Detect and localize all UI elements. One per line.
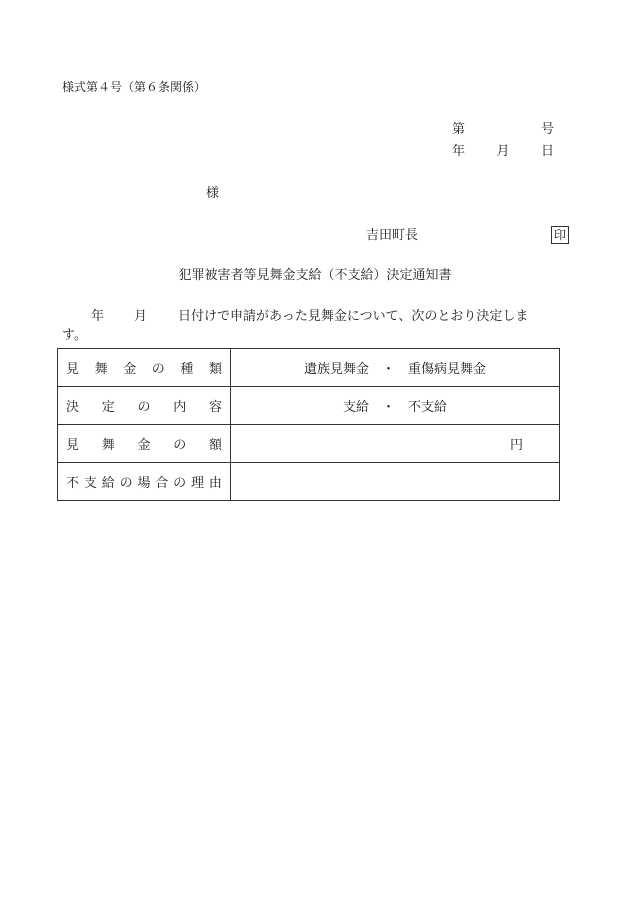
row-value: 支給 ・ 不支給 (342, 400, 447, 415)
number-suffix: 号 (540, 122, 554, 137)
row-label (66, 434, 222, 453)
label-char: 金 (123, 362, 137, 377)
row-label-cell (58, 349, 231, 387)
label-char: 金 (137, 438, 151, 453)
label-char: の (119, 476, 133, 491)
label-char: 定 (101, 400, 115, 415)
number-prefix: 第 (452, 122, 466, 137)
row-label (66, 472, 222, 491)
body-text-line-2: す。 (62, 328, 87, 343)
row-value-cell (231, 425, 560, 463)
table-row (58, 425, 560, 463)
label-char: 由 (208, 476, 222, 491)
body-rest: 日付けで申請があった見舞金について、次のとおり決定しま (178, 309, 529, 324)
row-label (66, 358, 222, 377)
label-char: の (173, 476, 187, 491)
date-year: 年 (452, 144, 466, 159)
body-month: 月 (134, 309, 148, 324)
label-char: 決 (66, 400, 80, 415)
label-char: 場 (137, 476, 151, 491)
body-year: 年 (91, 309, 105, 324)
label-char: 見 (66, 438, 80, 453)
issue-date-line (452, 144, 554, 160)
label-char: の (151, 362, 165, 377)
label-char: 不 (66, 476, 80, 491)
addressee-suffix: 様 (206, 186, 220, 201)
table-row (58, 387, 560, 425)
seal-box: 印 (551, 226, 569, 244)
row-value-cell (231, 349, 560, 387)
row-value-cell (231, 463, 560, 501)
row-value: 円 (509, 438, 523, 453)
row-label (66, 396, 222, 415)
table-row (58, 349, 560, 387)
label-char: 理 (191, 476, 205, 491)
label-char: 内 (173, 400, 187, 415)
row-label-cell (58, 425, 231, 463)
date-day: 日 (540, 144, 554, 159)
label-char: 合 (155, 476, 169, 491)
label-char: の (137, 400, 151, 415)
label-char: 額 (208, 438, 222, 453)
document-title: 犯罪被害者等見舞金支給（不支給）決定通知書 (178, 268, 452, 283)
label-char: 見 (66, 362, 80, 377)
label-char: 舞 (94, 362, 108, 377)
table-row (58, 463, 560, 501)
label-char: 舞 (101, 438, 115, 453)
document-number-line (452, 122, 554, 138)
sender-title: 吉田町長 (366, 228, 419, 243)
label-char: 容 (208, 400, 222, 415)
label-char: の (173, 438, 187, 453)
label-char: 給 (101, 476, 115, 491)
row-value: 遺族見舞金 ・ 重傷病見舞金 (303, 362, 486, 377)
date-month: 月 (496, 144, 510, 159)
notice-table (57, 348, 560, 501)
row-label-cell (58, 463, 231, 501)
row-label-cell (58, 387, 231, 425)
label-char: 類 (208, 362, 222, 377)
label-char: 種 (180, 362, 194, 377)
label-char: 支 (83, 476, 97, 491)
form-label: 様式第４号（第６条関係） (62, 80, 207, 94)
row-value-cell (231, 387, 560, 425)
